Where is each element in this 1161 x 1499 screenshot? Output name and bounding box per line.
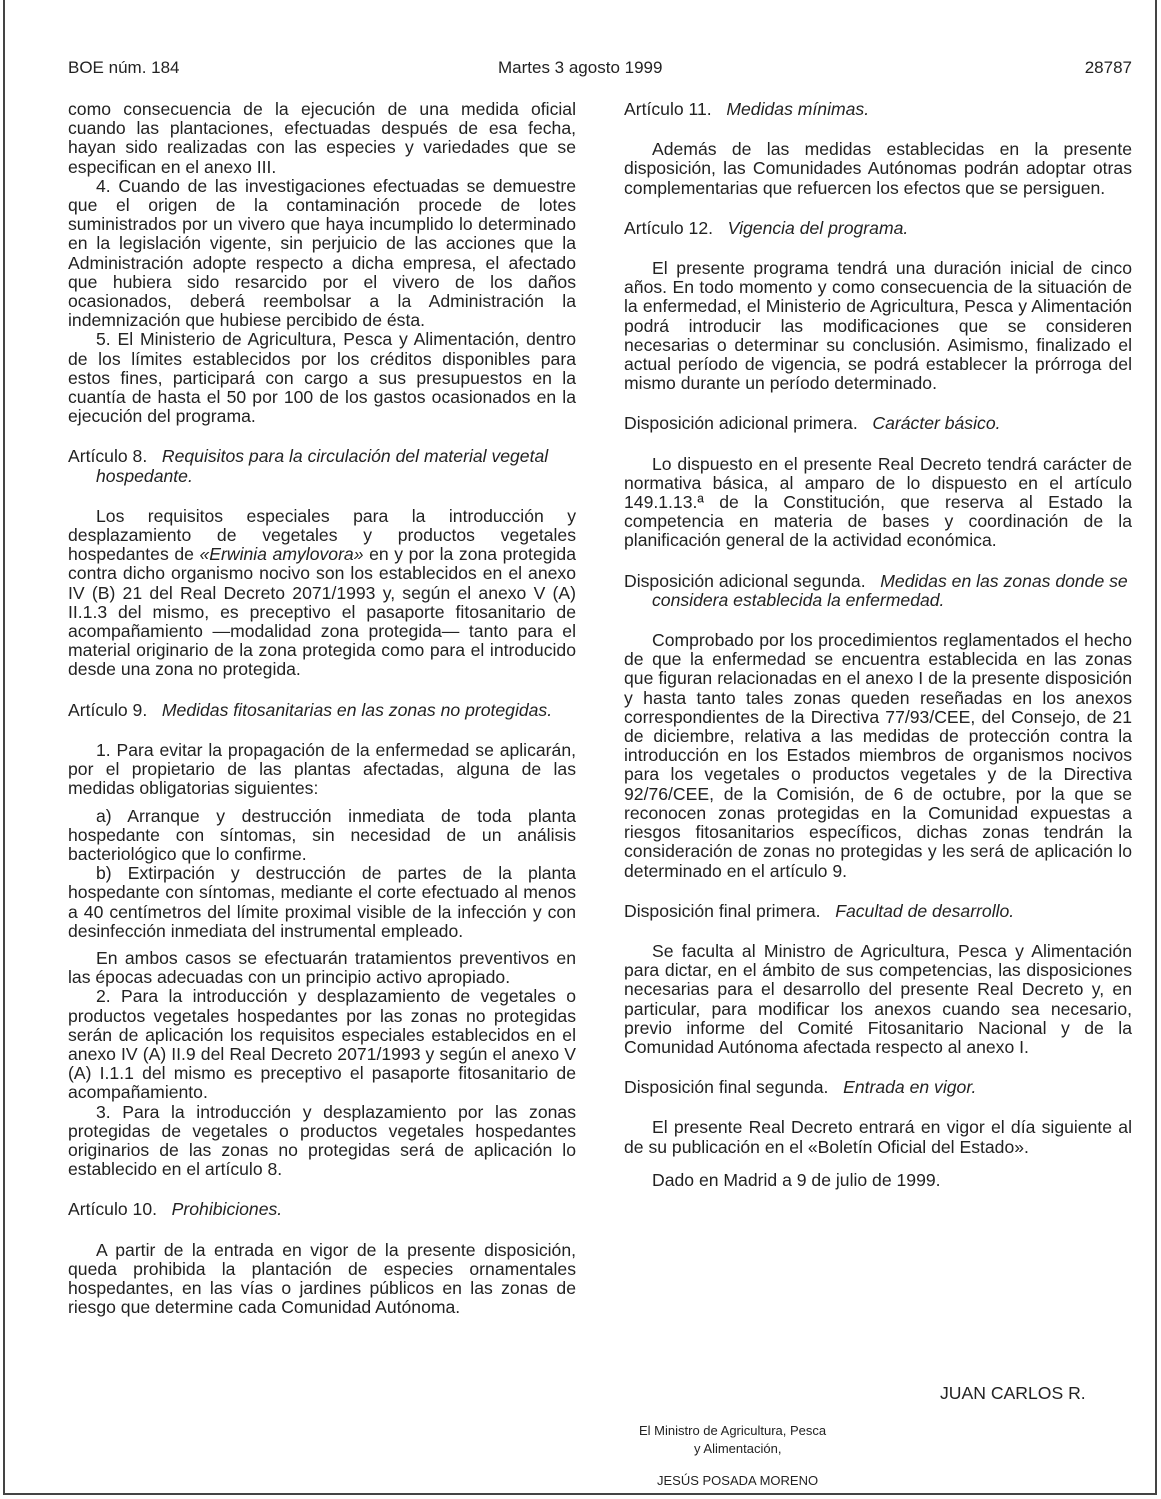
provision-title: Carácter básico.: [872, 413, 1001, 434]
paragraph: En ambos casos se efectuarán tratamientos preventivos en las épocas adecuadas con un principio activo apropiado.: [68, 947, 576, 988]
right-column: [624, 100, 1132, 1190]
paragraph: A partir de la entrada en vigor de la presente disposición, queda prohibida la plantación de especies ornamentales hospedantes, en las vías o jardines públicos en las zonas de riesgo que determine cada Comunidad Autónoma.: [68, 1239, 576, 1318]
minister-name: JESÚS POSADA MORENO: [657, 1473, 819, 1488]
provision-heading: [624, 572, 1132, 610]
provision-number: Disposición adicional segunda.: [624, 570, 866, 591]
article-title: Requisitos para la circulación del material vegetal hospedante.: [96, 446, 549, 486]
paragraph: El presente programa tendrá una duración inicial de cinco años. En todo momento y como consecuencia de la situación de la enfermedad, el Ministerio de Agricultura, Pesca y Alimentación podrá introducir las modificaciones que se consideren necesarias o determinar su conclusión. Asimismo, finalizado el actual período de vigencia, se podrá establecer la prórroga del mismo durante un período determinado.: [624, 258, 1132, 394]
paragraph: El presente Real Decreto entrará en vigor el día siguiente al de su publicación en el «Boletín Oficial del Estado».: [624, 1117, 1132, 1157]
article-number: Artículo 11.: [624, 99, 712, 119]
provision-number: Disposición final primera.: [624, 900, 821, 921]
signing-date: Dado en Madrid a 9 de julio de 1999.: [652, 1169, 941, 1190]
minister-title-cont: y Alimentación,: [694, 1441, 782, 1456]
article-number: Artículo 8.: [68, 446, 148, 467]
paragraph: Además de las medidas establecidas en la presente disposición, las Comunidades Autónomas podrán adoptar otras complementarias que refuercen los efectos que se persiguen.: [624, 139, 1132, 198]
paragraph: [68, 507, 576, 680]
paragraph: b) Extirpación y destrucción de partes de la planta hospedante con síntomas, mediante el corte efectuado al menos a 40 centímetros del límite proximal visible de la infección y con desinfección inmediata del instrumental empleado.: [68, 863, 576, 941]
article-heading: [68, 1200, 576, 1219]
provision-title: Entrada en vigor.: [843, 1077, 977, 1098]
paragraph: 2. Para la introducción y desplazamiento de vegetales o productos vegetales hospedantes por las zonas no protegidas serán de aplicación los requisitos especiales establecidos en el anexo IV (A) II.9 del Real Decreto 2071/1993 y según el anexo V (A) I.1.1 del mismo es preceptivo el pasaporte fitosanitario de acompañamiento.: [68, 986, 576, 1103]
species-name: «Erwinia amylovora»: [199, 544, 364, 565]
paragraph: como consecuencia de la ejecución de una medida oficial cuando las plantaciones, efectuadas después de esa fecha, hayan sido realizadas con las especies y variedades que se especifican en el anexo III.: [68, 99, 576, 177]
article-number: Artículo 9.: [68, 699, 148, 720]
article-number: Artículo 10.: [68, 1199, 157, 1220]
paragraph: Lo dispuesto en el presente Real Decreto tendrá carácter de normativa básica, al amparo de lo dispuesto en el artículo 149.1.13.ª de la Constitución, que reserva al Estado la competencia en materia de bases y coordinación de la planificación general de la actividad económica.: [624, 453, 1132, 551]
paragraph: 5. El Ministerio de Agricultura, Pesca y Alimentación, dentro de los límites establecidos por los créditos disponibles para estos fines, participará con cargo a sus presupuestos en la cuantía de hasta el 50 por 100 de los gastos ocasionados en la ejecución del programa.: [68, 329, 576, 427]
text-run: en y por la zona protegida contra dicho organismo nocivo son los establecidos en el anexo IV (B) 21 del Real Decreto 2071/1993 y, según el anexo V (A) II.1.3 del mismo, es preceptivo el pasaporte fitosanitario de acompañamiento —modalidad zona protegida— tanto para el material originario de la zona protegida como para el introducido desde una zona no protegida.: [68, 544, 576, 680]
article-title: Prohibiciones.: [171, 1199, 283, 1220]
paragraph: 3. Para la introducción y desplazamiento por las zonas protegidas de vegetales o productos vegetales hospedantes originarios de las zonas no protegidas será de aplicación lo establecido en el artículo 8.: [68, 1101, 576, 1180]
page-number: 28787: [1084, 58, 1132, 77]
bulletin-number: BOE núm. 184: [68, 58, 180, 77]
provision-heading: [624, 902, 1132, 921]
provision-title: Medidas en las zonas donde se considera establecida la enfermedad.: [652, 570, 1128, 610]
provision-number: Disposición adicional primera.: [624, 413, 858, 434]
publication-date: Martes 3 agosto 1999: [498, 58, 663, 77]
article-heading: [624, 219, 1132, 238]
article-number: Artículo 12.: [624, 217, 713, 238]
paragraph: a) Arranque y destrucción inmediata de toda planta hospedante con síntomas, sin necesidad de un análisis bacteriológico que lo confirme.: [68, 805, 576, 864]
provision-heading: [624, 1078, 1132, 1097]
article-heading: [68, 447, 576, 485]
paragraph: Comprobado por los procedimientos reglamentados el hecho de que la enfermedad se encuentra establecida en las zonas que figuran relacionadas en el anexo I de la presente disposición y hasta tanto tales zonas queden reseñadas en los anexos correspondientes de la Directiva 77/93/CEE, del Consejo, de 21 de diciembre, relativa a las medidas de protección contra la introducción en los Estados miembros de organismos nocivos para los vegetales o productos vegetales y de la Directiva 92/76/CEE, de la Comisión, de 6 de octubre, por la que se reconocen zonas protegidas en la Comunidad expuestas a riesgos fitosanitarios específicos, dichas zonas tendrán la consideración de zonas no protegidas y les será de aplicación lo determinado en el artículo 9.: [624, 630, 1132, 881]
paragraph: Se faculta al Ministro de Agricultura, Pesca y Alimentación para dictar, en el ámbito de sus competencias, las disposiciones necesarias para el desarrollo del presente Real Decreto y, en particular, para modificar los anexos cuando sea necesario, previo informe del Comité Fitosanitario Nacional y de la Comunidad Autónoma afectada respecto al anexo I.: [624, 940, 1132, 1057]
paragraph: 1. Para evitar la propagación de la enfermedad se aplicarán, por el propietario de las plantas afectadas, alguna de las medidas obligatorias siguientes:: [68, 739, 576, 799]
provision-number: Disposición final segunda.: [624, 1077, 829, 1098]
article-heading: [68, 701, 576, 720]
page-header: [68, 58, 1132, 80]
article-title: Vigencia del programa.: [727, 217, 909, 238]
text-run: Los requisitos especiales para la introducción y desplazamiento de vegetales y productos vegetales hospedantes de: [68, 505, 576, 565]
provision-heading: [624, 414, 1132, 433]
left-column: [68, 100, 576, 1317]
article-title: Medidas mínimas.: [726, 99, 870, 119]
paragraph: 4. Cuando de las investigaciones efectuadas se demuestre que el origen de la contaminación procede de lotes suministrados por un vivero que haya incumplido lo determinado en la legislación vigente, sin perjuicio de las acciones que la Administración adopte respecto a dicha empresa, el afectado que hubiera sido resarcido por el vivero de los daños ocasionados, deberá reembolsar a la Administración la indemnización que hubiese percibido de ésta.: [68, 175, 576, 331]
article-heading: [624, 100, 1132, 119]
king-signature: JUAN CARLOS R.: [940, 1383, 1086, 1403]
minister-title: El Ministro de Agricultura, Pesca: [639, 1423, 827, 1438]
article-title: Medidas fitosanitarias en las zonas no protegidas.: [161, 699, 553, 720]
provision-title: Facultad de desarrollo.: [835, 900, 1015, 921]
